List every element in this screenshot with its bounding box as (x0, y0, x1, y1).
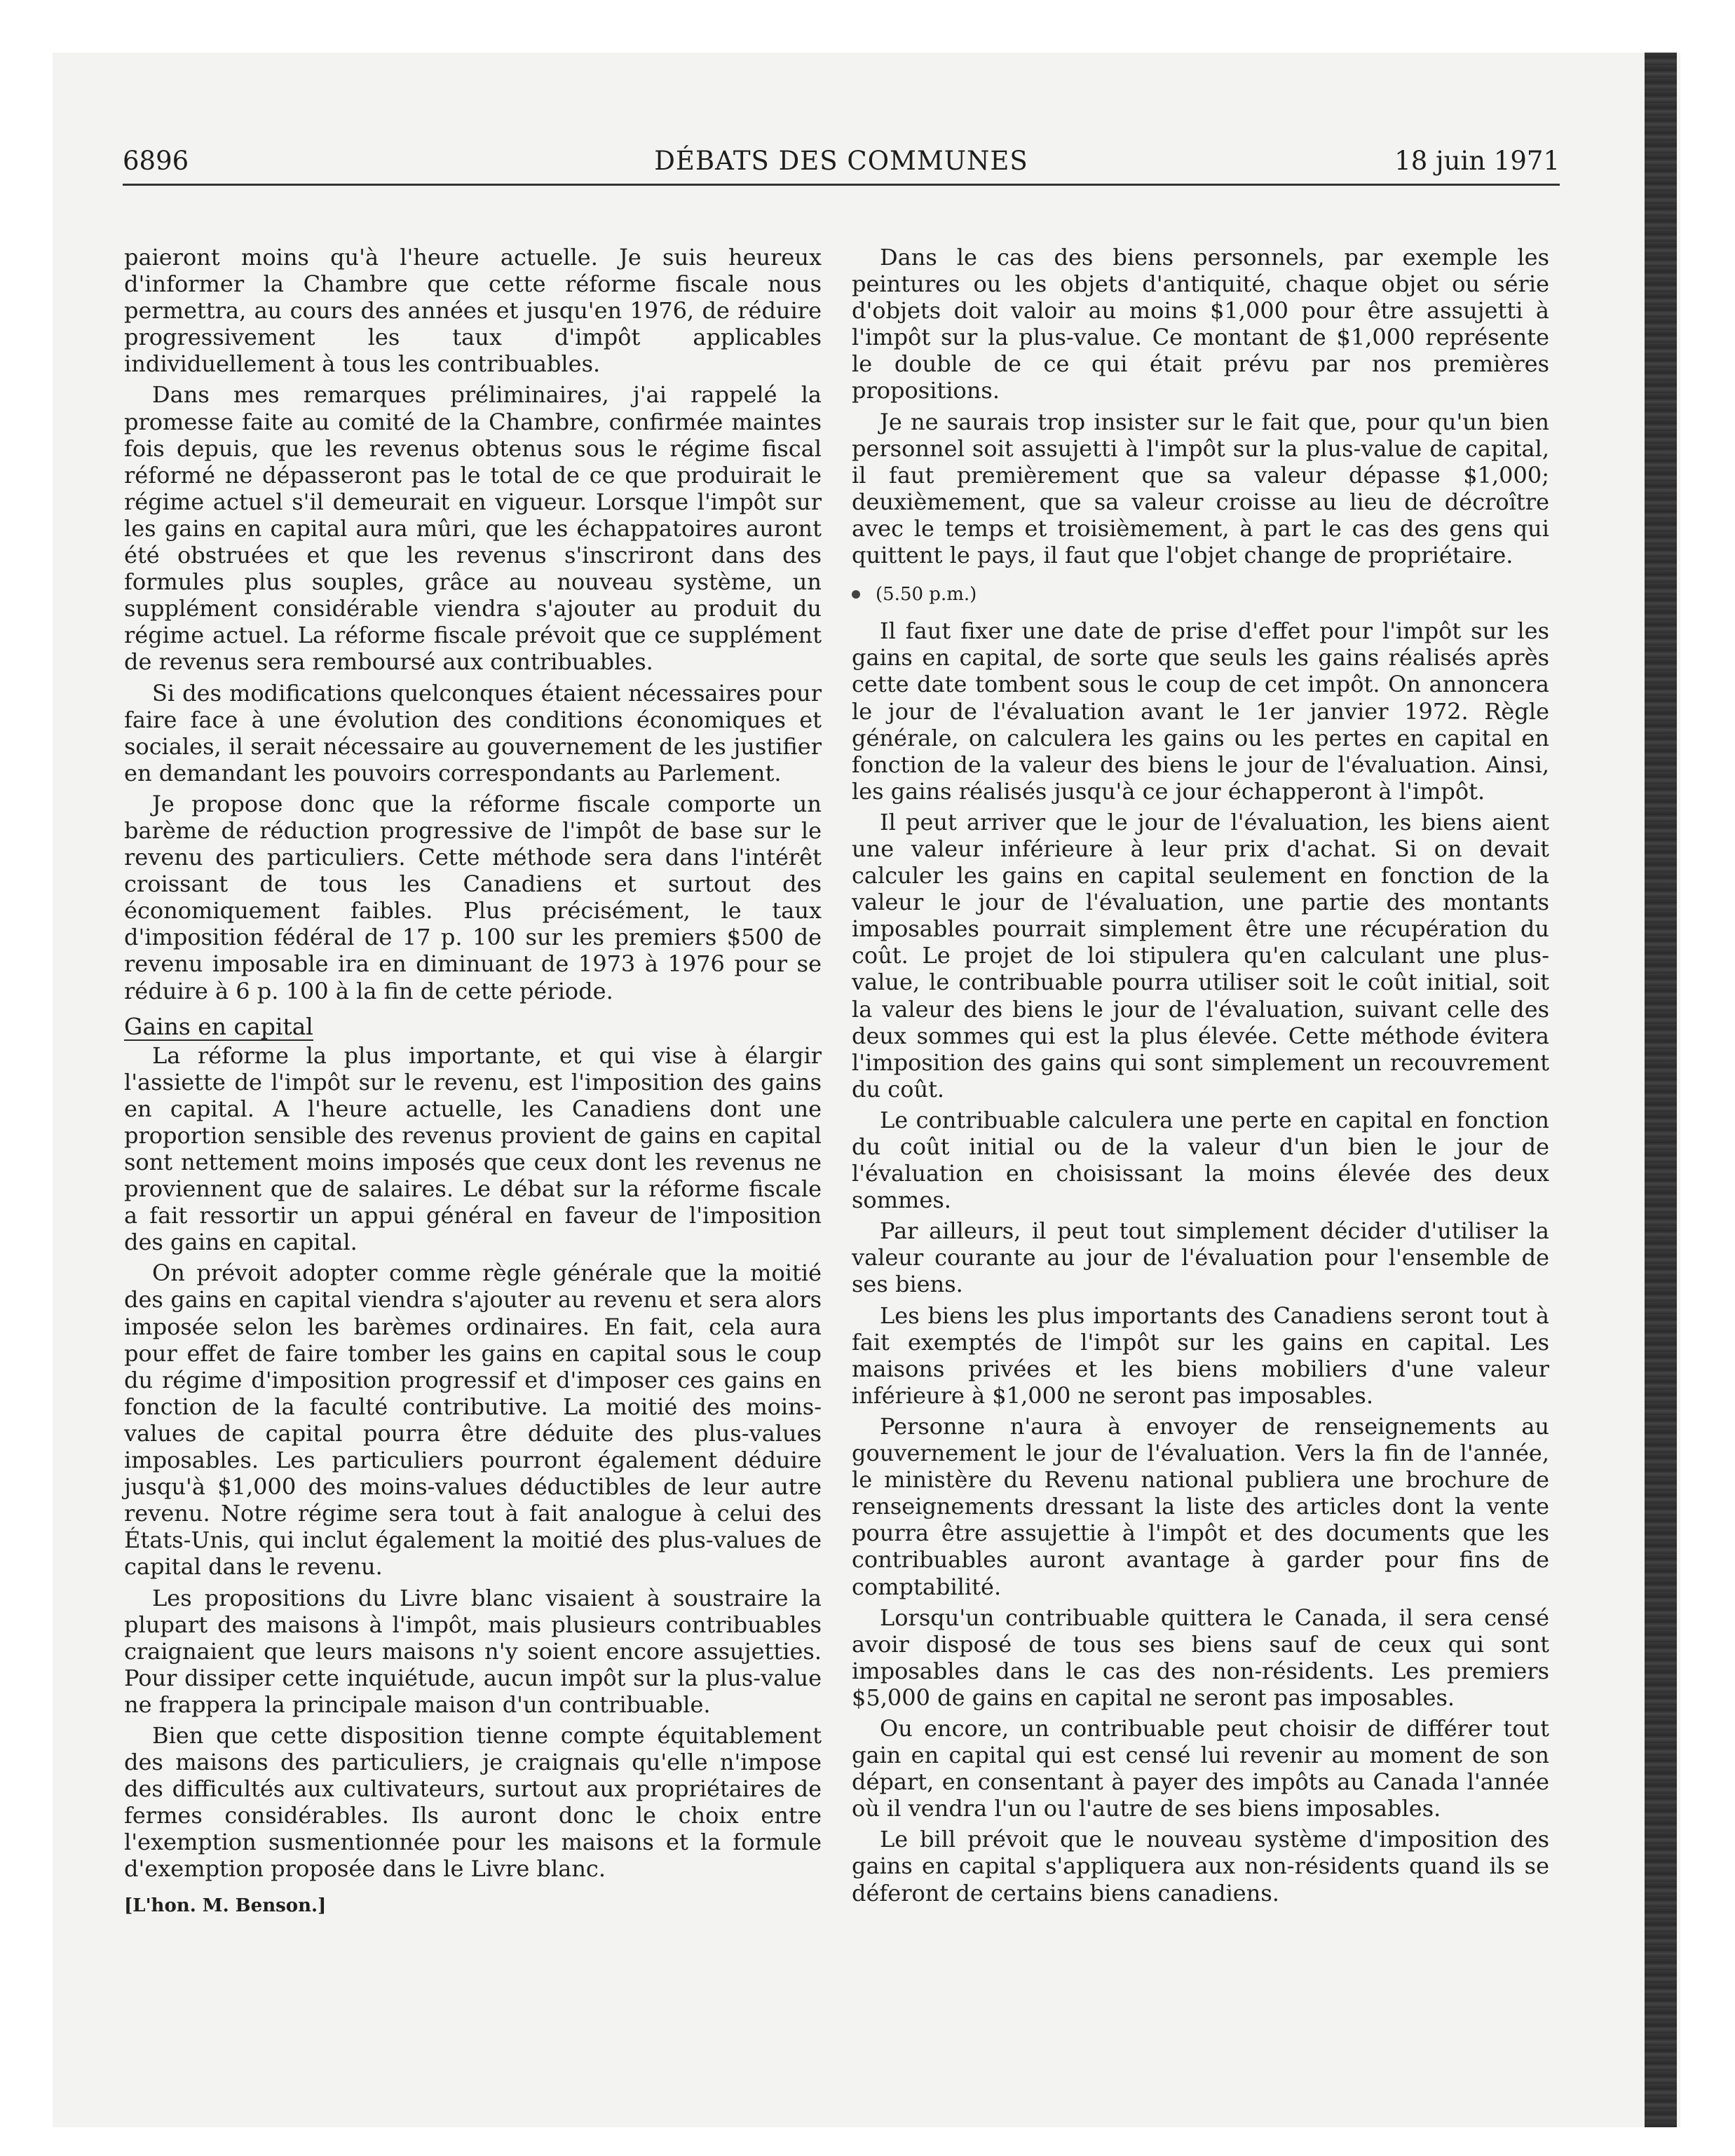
right-column (852, 244, 1549, 1911)
paragraph: Dans le cas des biens personnels, par exemple les peintures ou les objets d'antiquité, chaque objet ou série d'objets doit valoir au moins $1,000 pour être assujetti à l'impôt sur la plus-value. Ce montant de $1,000 représente le double de ce qui était prévu par nos premières propositions. (852, 244, 1549, 404)
paragraph: Le contribuable calculera une perte en capital en fonction du coût initial ou de la valeur d'un bien le jour de l'évaluation en choisissant la moins élevée des deux sommes. (852, 1106, 1549, 1214)
left-column (124, 244, 822, 1919)
paragraph: Je ne saurais trop insister sur le fait que, pour qu'un bien personnel soit assujetti à l'impôt sur la plus-value de capital, il faut premièrement que sa valeur dépasse $1,000; deuxièmement, que sa valeur croisse au lieu de décroître avec le temps et troisièmement, à part le cas des gens qui quittent le pays, il faut que l'objet change de propriétaire. (852, 408, 1549, 569)
paragraph: La réforme la plus importante, et qui vise à élargir l'assiette de l'impôt sur le revenu, est l'imposition des gains en capital. A l'heure actuelle, les Canadiens dont une proportion sensible des revenus provient de gains en capital sont nettement moins imposés que ceux dont les revenus ne proviennent que de salaires. Le débat sur la réforme fiscale a fait ressortir un appui général en faveur de l'imposition des gains en capital. (124, 1042, 822, 1256)
paragraph: Il faut fixer une date de prise d'effet pour l'impôt sur les gains en capital, de sorte que seuls les gains réalisés après cette date tombent sous le coup de cet impôt. On annoncera le jour de l'évaluation avant le 1er janvier 1972. Règle générale, on calculera les gains ou les pertes en capital en fonction de la valeur des biens le jour de l'évaluation. Ainsi, les gains réalisés jusqu'à ce jour échapperont à l'impôt. (852, 618, 1549, 805)
paragraph: Dans mes remarques préliminaires, j'ai rappelé la promesse faite au comité de la Chambre, confirmée maintes fois depuis, que les revenus obtenus sous le régime fiscal réformé ne dépasseront pas le total de ce que produirait le régime actuel s'il demeurait en vigueur. Lorsque l'impôt sur les gains en capital aura mûri, que les échappatoires auront été obstruées et que les revenus s'inscriront dans des formules plus souples, grâce au nouveau système, un supplément considérable viendra s'ajouter au produit du régime actuel. La réforme fiscale prévoit que ce supplément de revenus sera remboursé aux contribuables. (124, 381, 822, 676)
page-number: 6896 (123, 146, 189, 176)
paragraph: Si des modifications quelconques étaient nécessaires pour faire face à une évolution des conditions économiques et sociales, il serait nécessaire au gouvernement de les justifier en demandant les pouvoirs correspondants au Parlement. (124, 679, 822, 786)
time-marker-text: (5.50 p.m.) (876, 584, 977, 606)
paragraph: Je propose donc que la réforme fiscale comporte un barème de réduction progressive de l'impôt de base sur le revenu des particuliers. Cette méthode sera dans l'intérêt croissant de tous les Canadiens et surtout des économiquement faibles. Plus précisément, le taux d'imposition fédéral de 17 p. 100 sur les premiers $500 de revenu imposable ira en diminuant de 1973 à 1976 pour se réduire à 6 p. 100 à la fin de cette période. (124, 790, 822, 1004)
time-marker (852, 581, 1549, 608)
paragraph: Les biens les plus importants des Canadiens seront tout à fait exemptés de l'impôt sur les gains en capital. Les maisons privées et les biens mobiliers d'une valeur inférieure à $1,000 ne seront pas imposables. (852, 1302, 1549, 1409)
paragraph: Lorsqu'un contribuable quittera le Canada, il sera censé avoir disposé de tous ses biens sauf de ceux qui sont imposables dans le cas des non-résidents. Les premiers $5,000 de gains en capital ne seront pas imposables. (852, 1604, 1549, 1711)
paragraph: On prévoit adopter comme règle générale que la moitié des gains en capital viendra s'ajouter au revenu et sera alors imposée selon les barèmes ordinaires. En fait, cela aura pour effet de faire tomber les gains en capital sous le coup du régime d'imposition progressif et d'imposer ces gains en fonction de la faculté contributive. La moitié des moins-values de capital pourra être déduite des plus-values imposables. Les particuliers pourront également déduire jusqu'à $1,000 des moins-values déductibles de leur autre revenu. Notre régime sera tout à fait analogue à celui des États-Unis, qui inclut également la moitié des plus-values de capital dans le revenu. (124, 1260, 822, 1581)
binding-edge (1645, 53, 1677, 2127)
paragraph: Bien que cette disposition tienne compte équitablement des maisons des particuliers, je craignais qu'elle n'impose des difficultés aux cultivateurs, surtout aux propriétaires de fermes considérables. Ils auront donc le choix entre l'exemption susmentionnée pour les maisons et la formule d'exemption proposée dans le Livre blanc. (124, 1721, 822, 1883)
paragraph: Il peut arriver que le jour de l'évaluation, les biens aient une valeur inférieure à leur prix d'achat. Si on devait calculer les gains en capital seulement en fonction de la valeur le jour de l'évaluation, une partie des montants imposables pourrait simplement être une récupération du coût. Le projet de loi stipulera qu'en calculant une plus-value, le contribuable pourra utiliser soit le coût initial, soit la valeur des biens le jour de l'évaluation, suivant celle des deux sommes qui est la plus élevée. Cette méthode évitera l'imposition des gains qui sont simplement un recouvrement du coût. (852, 808, 1549, 1103)
paragraph: Par ailleurs, il peut tout simplement décider d'utiliser la valeur courante au jour de l'évaluation pour l'ensemble de ses biens. (852, 1217, 1549, 1298)
paragraph: Personne n'aura à envoyer de renseignements au gouvernement le jour de l'évaluation. Vers la fin de l'année, le ministère du Revenu national publiera une brochure de renseignements dressant la liste des articles dont la vente pourra être assujettie à l'impôt et des documents que les contribuables auront avantage à garder pour fins de comptabilité. (852, 1412, 1549, 1600)
bullet-icon (852, 590, 860, 599)
section-heading: Gains en capital (124, 1012, 313, 1040)
publication-date: 18 juin 1971 (1394, 146, 1560, 176)
paragraph: Ou encore, un contribuable peut choisir de différer tout gain en capital qui est censé lui revenir au moment de son départ, en consentant à payer des impôts au Canada l'année où il vendra l'un ou l'autre de ses biens imposables. (852, 1714, 1549, 1822)
page-header (123, 143, 1560, 186)
publication-title: DÉBATS DES COMMUNES (654, 146, 1028, 176)
paragraph: Le bill prévoit que le nouveau système d'imposition des gains en capital s'appliquera aux non-résidents quand ils se déferont de certains biens canadiens. (852, 1826, 1549, 1906)
paragraph: paieront moins qu'à l'heure actuelle. Je suis heureux d'informer la Chambre que cette réforme fiscale nous permettra, au cours des années et jusqu'en 1976, de réduire progressivement les taux d'impôt applicables individuellement à tous les contribuables. (124, 244, 822, 378)
speaker-attribution: [L'hon. M. Benson.] (124, 1895, 327, 1916)
paragraph: Les propositions du Livre blanc visaient à soustraire la plupart des maisons à l'impôt, mais plusieurs contribuables craignaient que leurs maisons n'y soient encore assujetties. Pour dissiper cette inquiétude, aucun impôt sur la plus-value ne frappera la principale maison d'un contribuable. (124, 1584, 822, 1718)
